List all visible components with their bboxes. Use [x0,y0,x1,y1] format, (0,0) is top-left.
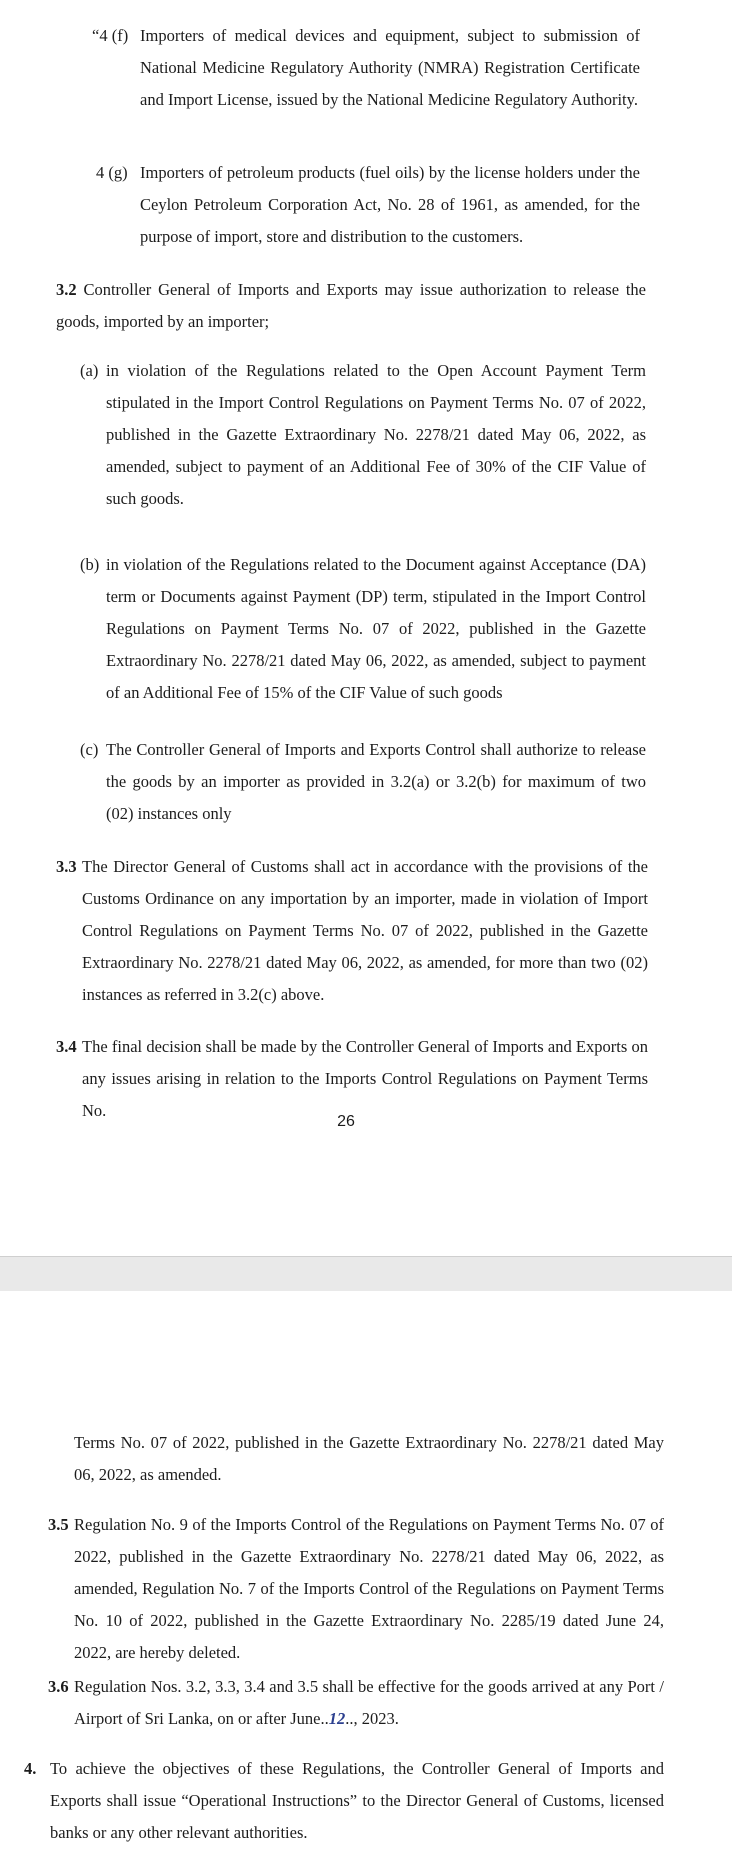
section-3-4: The final decision shall be made by the Controller General of Imports and Exports on any issues arising in relation to the Imports Control Regulations on Payment Terms No. [82,1037,648,1120]
item-3-2-c: The Controller General of Imports and Exports Control shall authorize to release the goods by an importer as provided in 3.2(a) or 3.2(b) for maximum of two (02) instances only [106,740,646,823]
page-number: 26 [337,1113,355,1130]
section-3-3: The Director General of Customs shall act in accordance with the provisions of the Customs Ordinance on any importation by an importer, made in violation of Import Control Regulations on Payment Terms No. 07 of 2022, published in the Gazette Extraordinary No. 2278/21 dated May 06, 2022, as amended, for more than two (02) instances as referred in 3.2(c) above. [82,857,648,1004]
section-3-5: Regulation No. 9 of the Imports Control of the Regulations on Payment Terms No. 07 of 2022, published in the Gazette Extraordinary No. 2278/21 dated May 06, 2022, as amended, Regulation No. 7 of the Imports Control of the Regulations on Payment Terms No. 10 of 2022, published in the Gazette Extraordinary No. 2285/19 dated June 24, 2022, are hereby deleted. [74,1515,664,1662]
section-3-6-text-after: .., 2023. [345,1709,399,1728]
document-page-27 [0,1291,732,1854]
continued-text: Terms No. 07 of 2022, published in the Gazette Extraordinary No. 2278/21 dated May 06, 2022, as amended. [74,1433,664,1484]
section-3-5-number: 3.5 [48,1515,69,1534]
page-separator [0,1256,732,1292]
section-3-6-number: 3.6 [48,1677,69,1696]
paragraph-4g-label: 4 (g) [96,163,128,182]
item-c-label: (c) [80,740,99,759]
section-text: Controller General of Imports and Exports may issue authorization to release the goods, imported by an importer; [56,280,646,331]
item-3-2-a: in violation of the Regulations related to the Open Account Payment Term stipulated in the Import Control Regulations on Payment Terms No. 07 of 2022, published in the Gazette Extraordinary No. 2278/21 dated May 06, 2022, as amended, subject to payment of an Additional Fee of 30% of the CIF Value of such goods. [106,361,646,508]
section-3-6-text-before: Regulation Nos. 3.2, 3.3, 3.4 and 3.5 shall be effective for the goods arrived at any Port / Airport of Sri Lanka, on or after June.. [74,1677,664,1728]
handwritten-day: 12 [328,1709,346,1728]
paragraph-4g: Importers of petroleum products (fuel oils) by the license holders under the Ceylon Petroleum Corporation Act, No. 28 of 1961, as amended, for the purpose of import, store and distribution to the customers. [140,163,640,246]
section-number: 3.2 [56,280,77,299]
paragraph-4f: Importers of medical devices and equipment, subject to submission of National Medicine Regulatory Authority (NMRA) Registration Certificate and Import License, issued by the National Medicine Regulatory Authority. [140,26,640,109]
section-4: To achieve the objectives of these Regulations, the Controller General of Imports and Exports shall issue “Operational Instructions” to the Director General of Customs, licensed banks or any other relevant authorities. [50,1759,664,1842]
section-3-6 [74,1671,664,1735]
item-3-2-b: in violation of the Regulations related to the Document against Acceptance (DA) term or Documents against Payment (DP) term, stipulated in the Import Control Regulations on Payment Terms No. 07 of 2022, published in the Gazette Extraordinary No. 2278/21 dated May 06, 2022, as amended, subject to payment of an Additional Fee of 15% of the CIF Value of such goods [106,555,646,702]
paragraph-4f-label: “4 (f) [92,26,129,45]
section-3-3-number: 3.3 [56,857,77,876]
item-a-label: (a) [80,361,99,380]
section-3-4-number: 3.4 [56,1037,77,1056]
section-4-number: 4. [24,1759,37,1778]
item-b-label: (b) [80,555,100,574]
section-3-2 [56,274,646,338]
